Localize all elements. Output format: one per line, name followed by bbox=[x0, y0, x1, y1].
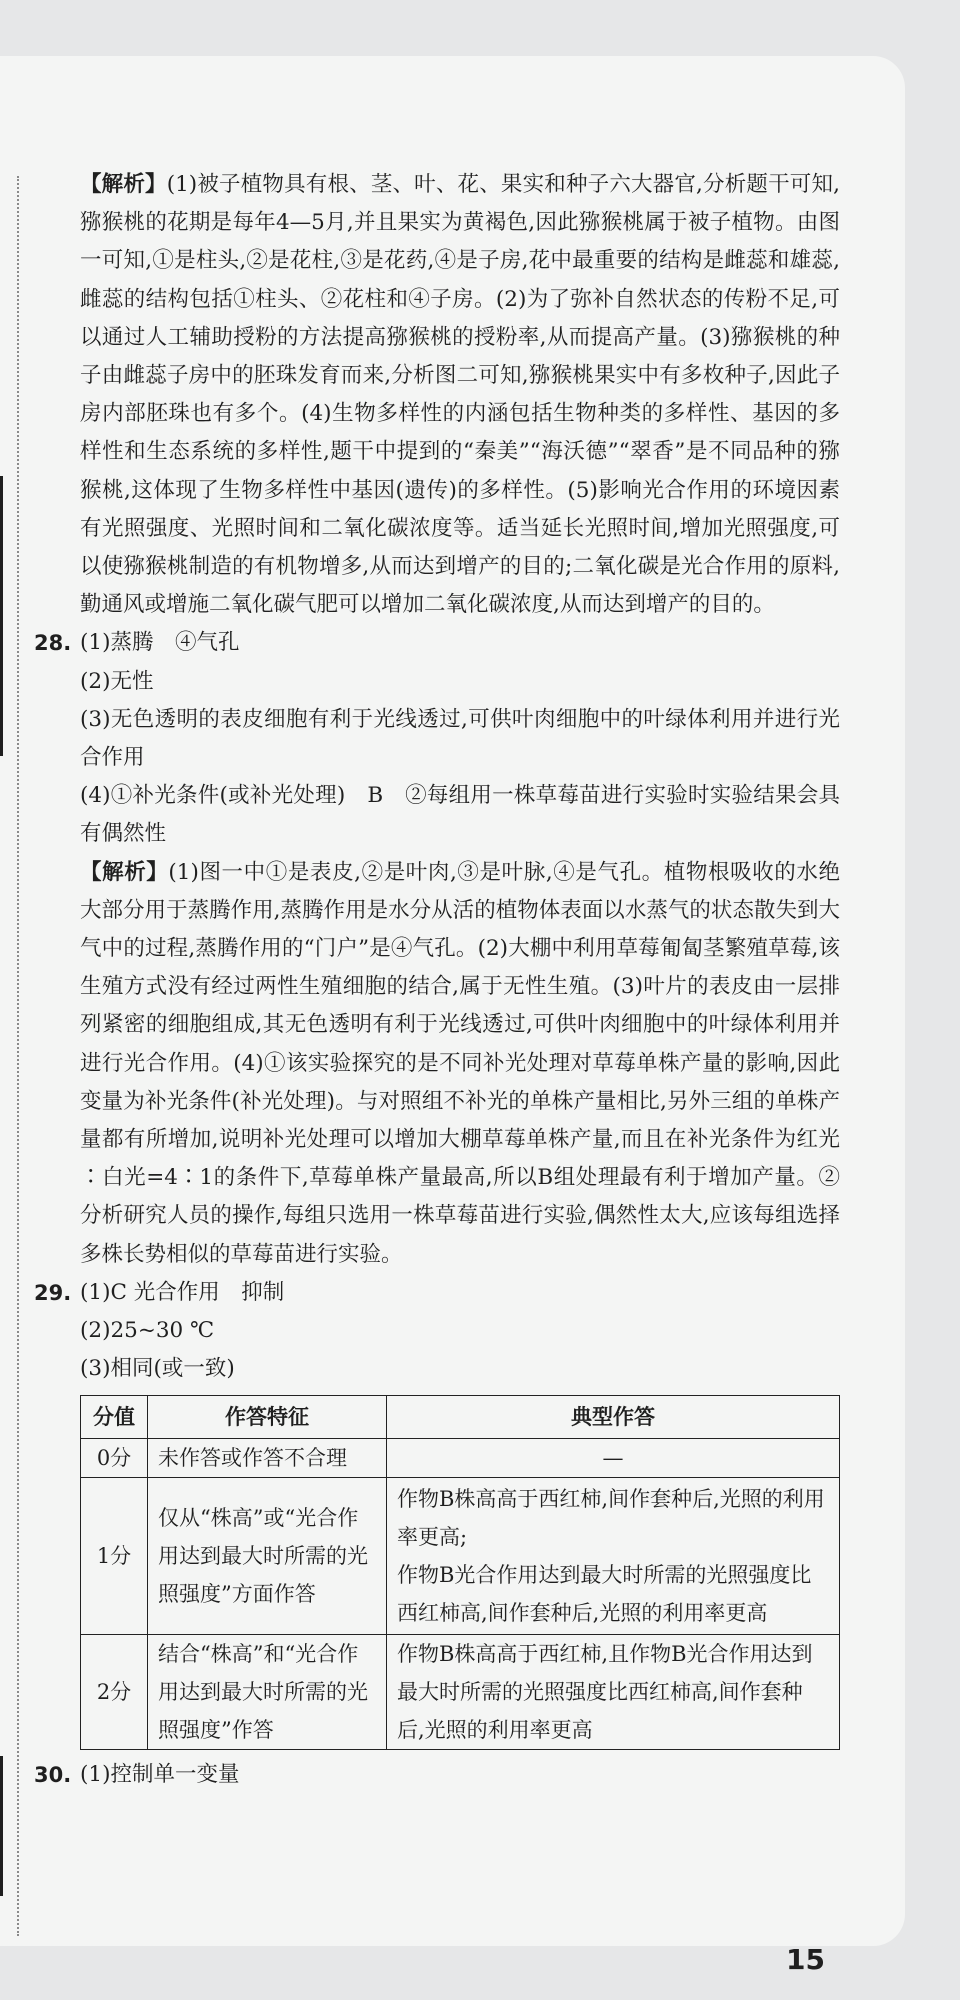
analysis-tag: 【解析】 bbox=[80, 172, 167, 197]
analysis-text: (1)图一中①是表皮,②是叶肉,③是叶脉,④是气孔。植物根吸收的水绝大部分用于蒸腾作用,蒸腾作用是水分从活的植物体表面以水蒸气的状态散失到大气中的过程,蒸腾作用的“门户”是④气孔。(2)大棚中利用草莓匍匐茎繁殖草莓,该生殖方式没有经过两性生殖细胞的结合,属于无性生殖。(3)叶片的表皮由一层排列紧密的细胞组成,其无色透明有利于光线透过,可供叶肉细胞中的叶绿体利用并进行光合作用。(4)①该实验探究的是不同补光处理对草莓单株产量的影响,因此变量为补光条件(补光处理)。与对照组不补光的单株产量相比,另外三组的单株产量都有所增加,说明补光处理可以增加大棚草莓单株产量,而且在补光条件为红光∶白光=4∶1的条件下,草莓单株产量最高,所以B组处理最有利于增加产量。②分析研究人员的操作,每组只选用一株草莓苗进行实验,偶然性太大,应该每组选择多株长势相似的草莓苗进行实验。 bbox=[80, 859, 840, 1267]
table-row bbox=[81, 1634, 840, 1749]
feature-cell: 仅从“株高”或“光合作用达到最大时所需的光照强度”方面作答 bbox=[148, 1477, 387, 1634]
answer-line: (3)无色透明的表皮细胞有利于光线透过,可供叶肉细胞中的叶绿体利用并进行光合作用 bbox=[80, 706, 840, 771]
score-cell: 1分 bbox=[81, 1477, 148, 1634]
table-row bbox=[81, 1477, 840, 1634]
analysis-28 bbox=[80, 854, 840, 1274]
analysis-tag: 【解析】 bbox=[80, 859, 169, 885]
table-row bbox=[81, 1438, 840, 1477]
answer-content bbox=[34, 166, 840, 1794]
score-cell: 0分 bbox=[81, 1438, 148, 1477]
answer-cell bbox=[387, 1477, 840, 1634]
score-cell: 2分 bbox=[81, 1634, 148, 1749]
feature-cell: 未作答或作答不合理 bbox=[148, 1438, 387, 1477]
answer-line: 作物B株高高于西红柿,间作套种后,光照的利用率更高; bbox=[397, 1486, 825, 1549]
feature-cell: 结合“株高”和“光合作用达到最大时所需的光照强度”作答 bbox=[148, 1634, 387, 1749]
answer-line: (1)C 光合作用 抑制 bbox=[80, 1279, 285, 1305]
analysis-27 bbox=[80, 166, 840, 624]
answer-line: 作物B光合作用达到最大时所需的光照强度比西红柿高,间作套种后,光照的利用率更高 bbox=[397, 1562, 812, 1625]
answer-cell: 作物B株高高于西红柿,且作物B光合作用达到最大时所需的光照强度比西红柿高,间作套种后,光照的利用率更高 bbox=[387, 1634, 840, 1749]
answer-line: (4)①补光条件(或补光处理) B ②每组用一株草莓苗进行实验时实验结果会具有偶然性 bbox=[80, 783, 840, 847]
question-30 bbox=[34, 1756, 840, 1794]
question-number: 28. bbox=[34, 631, 72, 656]
question-28 bbox=[34, 624, 840, 1273]
header-answer: 典型作答 bbox=[387, 1395, 840, 1438]
answer-line: (3)相同(或一致) bbox=[80, 1356, 235, 1382]
answer-line: (2)无性 bbox=[80, 668, 154, 694]
table-header-row bbox=[81, 1395, 840, 1438]
answer-line: (1)控制单一变量 bbox=[80, 1761, 240, 1787]
answer-line: (1)蒸腾 ④气孔 bbox=[80, 630, 240, 656]
question-number: 30. bbox=[34, 1762, 72, 1787]
answer-cell: — bbox=[387, 1438, 840, 1477]
analysis-text: (1)被子植物具有根、茎、叶、花、果实和种子六大器官,分析题干可知,猕猴桃的花期是每年4—5月,并且果实为黄褐色,因此猕猴桃属于被子植物。由图一可知,①是柱头,②是花柱,③是花药,④是子房,花中最重要的结构是雌蕊和雄蕊,雌蕊的结构包括①柱头、②花柱和④子房。(2)为了弥补自然状态的传粉不足,可以通过人工辅助授粉的方法提高猕猴桃的授粉率,从而提高产量。(3)猕猴桃的种子由雌蕊子房中的胚珠发育而来,分析图二可知,猕猴桃果实中有多枚种子,因此子房内部胚珠也有多个。(4)生物多样性的内涵包括生物种类的多样性、基因的多样性和生态系统的多样性,题干中提到的“秦美”“海沃德”“翠香”是不同品种的猕猴桃,这体现了生物多样性中基因(遗传)的多样性。(5)影响光合作用的环境因素有光照强度、光照时间和二氧化碳浓度等。适当延长光照时间,增加光照强度,可以使猕猴桃制造的有机物增多,从而达到增产的目的;二氧化碳是光合作用的原料,勤通风或增施二氧化碳气肥可以增加二氧化碳浓度,从而达到增产的目的。 bbox=[80, 172, 840, 618]
margin-bar bbox=[0, 1756, 3, 1896]
question-number: 29. bbox=[34, 1280, 72, 1305]
header-score: 分值 bbox=[81, 1395, 148, 1438]
question-29 bbox=[34, 1274, 840, 1750]
answer-line: (2)25~30 ℃ bbox=[80, 1318, 215, 1344]
margin-bar bbox=[0, 476, 3, 756]
answer-page bbox=[0, 56, 905, 1976]
scoring-table bbox=[80, 1395, 840, 1750]
page-number: 15 bbox=[786, 1943, 825, 1976]
dotted-margin-line bbox=[17, 176, 19, 1936]
header-feature: 作答特征 bbox=[148, 1395, 387, 1438]
